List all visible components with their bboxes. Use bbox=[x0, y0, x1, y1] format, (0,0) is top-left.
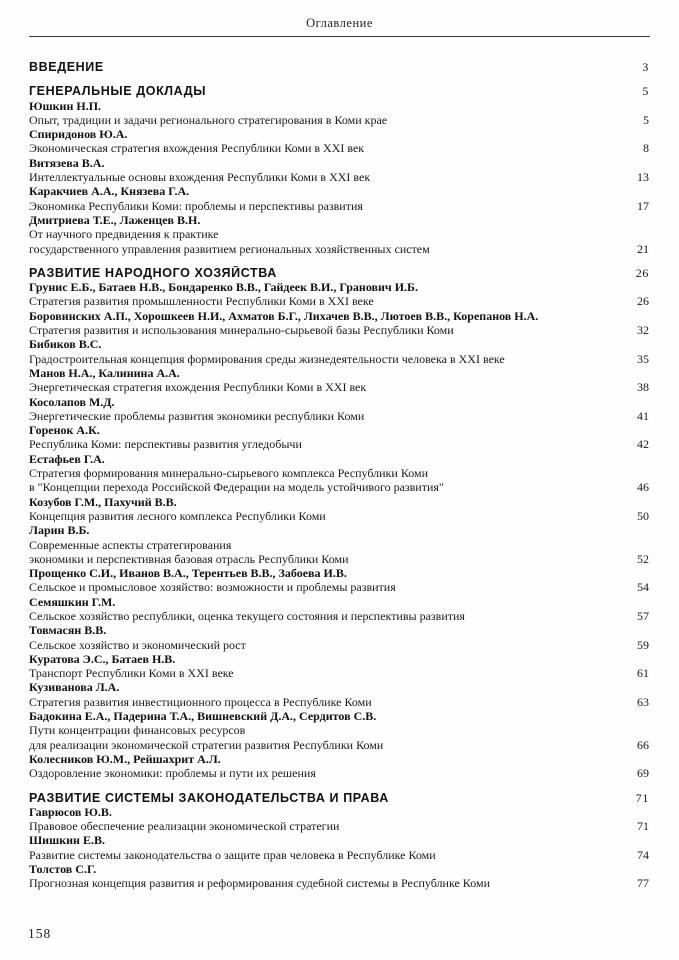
toc-line-text: ГЕНЕРАЛЬНЫЕ ДОКЛАДЫ bbox=[29, 84, 207, 99]
toc-line-page: 74 bbox=[637, 847, 649, 862]
toc-line-page: 46 bbox=[637, 480, 649, 495]
toc-authors-line bbox=[29, 709, 649, 723]
toc-line-text: Естафьев Г.А. bbox=[29, 451, 105, 466]
toc-line-text: Шишкин Е.В. bbox=[29, 833, 105, 848]
toc-authors-line bbox=[29, 99, 649, 113]
toc-title-line bbox=[29, 170, 649, 184]
toc-line-text: Пути концентрации финансовых ресурсов bbox=[29, 723, 246, 738]
toc-title-line bbox=[29, 466, 649, 480]
toc-line-text: Опыт, традиции и задачи регионального стратегирования в Коми крае bbox=[29, 112, 388, 127]
toc-line-text: Градостроительная концепция формирования среды жизнедеятельности человека в XXI веке bbox=[29, 351, 505, 366]
toc-line-text: Спиридонов Ю.А. bbox=[29, 127, 128, 142]
toc-line-text: Манов Н.А., Калинина А.А. bbox=[29, 365, 180, 380]
toc-title-line bbox=[29, 242, 649, 256]
toc-authors-line bbox=[29, 805, 649, 819]
toc-line-page: 42 bbox=[637, 437, 649, 452]
toc-line-text: Козубов Г.М., Пахучий В.В. bbox=[29, 494, 177, 509]
toc-authors-line bbox=[29, 184, 649, 198]
toc-line-text: Оздоровление экономики: проблемы и пути их решения bbox=[29, 766, 316, 781]
toc-line-text: Куратова Э.С., Батаев Н.В. bbox=[29, 651, 176, 666]
toc-authors-line bbox=[29, 452, 649, 466]
toc-line-text: Витязева В.А. bbox=[29, 155, 105, 170]
page-header-title: Оглавление bbox=[306, 16, 373, 30]
toc-line-text: Колесников Ю.М., Рейшахрит А.Л. bbox=[29, 751, 221, 766]
toc-title-line bbox=[29, 323, 649, 337]
toc-authors-line bbox=[29, 833, 649, 847]
toc-line-page: 59 bbox=[637, 637, 649, 652]
toc-authors-line bbox=[29, 337, 649, 351]
toc-authors-line bbox=[29, 680, 649, 694]
toc-line-text: Правовое обеспечение реализации экономической стратегии bbox=[29, 819, 340, 834]
toc-title-line bbox=[29, 666, 649, 680]
toc-line-text: Ларин В.Б. bbox=[29, 523, 90, 538]
toc-authors-line bbox=[29, 595, 649, 609]
toc-title-line bbox=[29, 199, 649, 213]
toc-line-text: Бадокина Е.А., Падерина Т.А., Вишневский Д.А., Сердитов С.В. bbox=[29, 709, 377, 724]
toc-title-line bbox=[29, 552, 649, 566]
toc-line-text: Кузиванова Л.А. bbox=[29, 680, 120, 695]
toc-line-text: Дмитриева Т.Е., Лаженцев В.Н. bbox=[29, 212, 201, 227]
toc-line-text: Республика Коми: перспективы развития угледобычи bbox=[29, 437, 302, 452]
toc-line-text: экономики и перспективная базовая отрасль Республики Коми bbox=[29, 551, 349, 566]
toc-title-line bbox=[29, 409, 649, 423]
toc-title-line bbox=[29, 227, 649, 241]
toc-title-line bbox=[29, 141, 649, 155]
toc-title-line bbox=[29, 580, 649, 594]
toc-title-line bbox=[29, 876, 649, 890]
toc-authors-line bbox=[29, 623, 649, 637]
toc-section-line bbox=[29, 84, 649, 98]
toc-title-line bbox=[29, 294, 649, 308]
toc-title-line bbox=[29, 738, 649, 752]
toc-line-text: РАЗВИТИЕ СИСТЕМЫ ЗАКОНОДАТЕЛЬСТВА И ПРАВА bbox=[29, 790, 389, 805]
toc-line-page: 69 bbox=[637, 766, 649, 781]
toc-line-page: 3 bbox=[642, 60, 649, 74]
toc-line-text: Товмасян В.В. bbox=[29, 623, 107, 638]
toc-line-text: Транспорт Республики Коми в XXI веке bbox=[29, 666, 234, 681]
toc-authors-line bbox=[29, 566, 649, 580]
toc-title-line bbox=[29, 766, 649, 780]
toc-section-line bbox=[29, 60, 649, 74]
toc-title-line bbox=[29, 609, 649, 623]
toc-line-text: Каракчиев А.А., Князева Г.А. bbox=[29, 184, 190, 199]
toc-line-page: 63 bbox=[637, 694, 649, 709]
toc-authors-line bbox=[29, 395, 649, 409]
toc-authors-line bbox=[29, 862, 649, 876]
toc-line-page: 32 bbox=[637, 323, 649, 338]
toc-authors-line bbox=[29, 523, 649, 537]
toc-authors-line bbox=[29, 280, 649, 294]
toc-line-page: 21 bbox=[637, 241, 649, 256]
toc-line-page: 77 bbox=[637, 876, 649, 891]
toc-title-line bbox=[29, 509, 649, 523]
toc-line-page: 13 bbox=[637, 170, 649, 185]
toc-list bbox=[0, 37, 679, 891]
toc-line-page: 71 bbox=[635, 790, 649, 805]
toc-line-text: Юшкин Н.П. bbox=[29, 98, 102, 113]
toc-line-text: Косолапов М.Д. bbox=[29, 394, 115, 409]
toc-title-line bbox=[29, 819, 649, 833]
toc-title-line bbox=[29, 723, 649, 737]
toc-line-text: Интеллектуальные основы вхождения Республики Коми в XXI век bbox=[29, 170, 371, 185]
toc-authors-line bbox=[29, 423, 649, 437]
toc-line-text: Боровинских А.П., Хорошкеев Н.И., Ахматов Б.Г., Лихачев В.В., Лютоев В.В., Корепанов Н.А. bbox=[29, 308, 539, 323]
toc-line-text: Современные аспекты стратегирования bbox=[29, 537, 232, 552]
toc-line-page: 35 bbox=[637, 351, 649, 366]
toc-authors-line bbox=[29, 309, 649, 323]
toc-title-line bbox=[29, 113, 649, 127]
toc-line-text: Сельское хозяйство и экономический рост bbox=[29, 637, 246, 652]
toc-line-text: Стратегия развития и использования минерально-сырьевой базы Республики Коми bbox=[29, 323, 454, 338]
toc-title-line bbox=[29, 538, 649, 552]
toc-authors-line bbox=[29, 156, 649, 170]
toc-line-page: 26 bbox=[637, 294, 649, 309]
toc-line-text: Гаврюсов Ю.В. bbox=[29, 804, 112, 819]
toc-line-text: Экономическая стратегия вхождения Республики Коми в XXI век bbox=[29, 141, 365, 156]
toc-authors-line bbox=[29, 213, 649, 227]
toc-line-page: 5 bbox=[642, 84, 649, 99]
toc-line-text: Сельское и промысловое хозяйство: возможности и проблемы развития bbox=[29, 580, 396, 595]
toc-line-text: Экономика Республики Коми: проблемы и перспективы развития bbox=[29, 198, 363, 213]
toc-line-page: 50 bbox=[637, 508, 649, 523]
toc-line-page: 41 bbox=[637, 408, 649, 423]
toc-title-line bbox=[29, 695, 649, 709]
toc-line-text: Концепция развития лесного комплекса Республики Коми bbox=[29, 508, 326, 523]
toc-line-text: Стратегия развития промышленности Республики Коми в XXI веке bbox=[29, 294, 374, 309]
footer-page-number: 158 bbox=[28, 926, 52, 941]
toc-line-text: Развитие системы законодательства о защите прав человека в Республике Коми bbox=[29, 847, 436, 862]
toc-authors-line bbox=[29, 366, 649, 380]
toc-line-text: государственного управления развитием региональных хозяйственных систем bbox=[29, 241, 430, 256]
toc-title-line bbox=[29, 638, 649, 652]
toc-line-text: ВВЕДЕНИЕ bbox=[29, 60, 104, 74]
toc-line-page: 52 bbox=[637, 551, 649, 566]
toc-line-page: 66 bbox=[637, 737, 649, 752]
toc-line-text: Толстов С.Г. bbox=[29, 862, 97, 877]
toc-line-page: 61 bbox=[637, 666, 649, 681]
toc-line-text: в "Концепции перехода Российской Федерации на модель устойчивого развития" bbox=[29, 480, 444, 495]
toc-line-page: 8 bbox=[643, 141, 649, 156]
toc-title-line bbox=[29, 380, 649, 394]
toc-authors-line bbox=[29, 127, 649, 141]
toc-line-text: для реализации экономической стратегии развития Республики Коми bbox=[29, 737, 384, 752]
toc-line-page: 54 bbox=[637, 580, 649, 595]
toc-line-text: Семяшкин Г.М. bbox=[29, 594, 116, 609]
toc-title-line bbox=[29, 437, 649, 451]
toc-line-page: 26 bbox=[635, 265, 649, 280]
toc-line-text: Горенок А.К. bbox=[29, 423, 100, 438]
toc-line-page: 57 bbox=[637, 608, 649, 623]
toc-line-text: Бибиков В.С. bbox=[29, 337, 102, 352]
toc-line-text: От научного предвидения к практике bbox=[29, 227, 219, 242]
toc-title-line bbox=[29, 848, 649, 862]
toc-authors-line bbox=[29, 752, 649, 766]
toc-authors-line bbox=[29, 495, 649, 509]
toc-title-line bbox=[29, 480, 649, 494]
toc-section-line bbox=[29, 266, 649, 280]
toc-line-text: Стратегия развития инвестиционного процесса в Республике Коми bbox=[29, 694, 372, 709]
toc-line-page: 71 bbox=[637, 819, 649, 834]
toc-line-text: РАЗВИТИЕ НАРОДНОГО ХОЗЯЙСТВА bbox=[29, 265, 277, 280]
toc-title-line bbox=[29, 352, 649, 366]
toc-line-text: Прогнозная концепция развития и реформирования судебной системы в Республике Коми bbox=[29, 876, 490, 891]
toc-line-text: Энергетическая стратегия вхождения Республики Коми в XXI век bbox=[29, 380, 367, 395]
toc-line-text: Стратегия формирования минерально-сырьевого комплекса Республики Коми bbox=[29, 466, 429, 481]
toc-line-page: 5 bbox=[643, 112, 649, 127]
toc-authors-line bbox=[29, 652, 649, 666]
toc-line-text: Прощенко С.И., Иванов В.А., Терентьев В.В., Забоева И.В. bbox=[29, 566, 347, 581]
toc-line-page: 38 bbox=[637, 380, 649, 395]
toc-line-page: 17 bbox=[637, 198, 649, 213]
toc-section-line bbox=[29, 791, 649, 805]
toc-line-text: Энергетические проблемы развития экономики республики Коми bbox=[29, 408, 365, 423]
toc-line-text: Сельское хозяйство республики, оценка текущего состояния и перспективы развития bbox=[29, 608, 465, 623]
toc-line-text: Грунис Е.Б., Батаев Н.В., Бондаренко В.В., Гайдеек В.И., Гранович И.Б. bbox=[29, 280, 418, 295]
